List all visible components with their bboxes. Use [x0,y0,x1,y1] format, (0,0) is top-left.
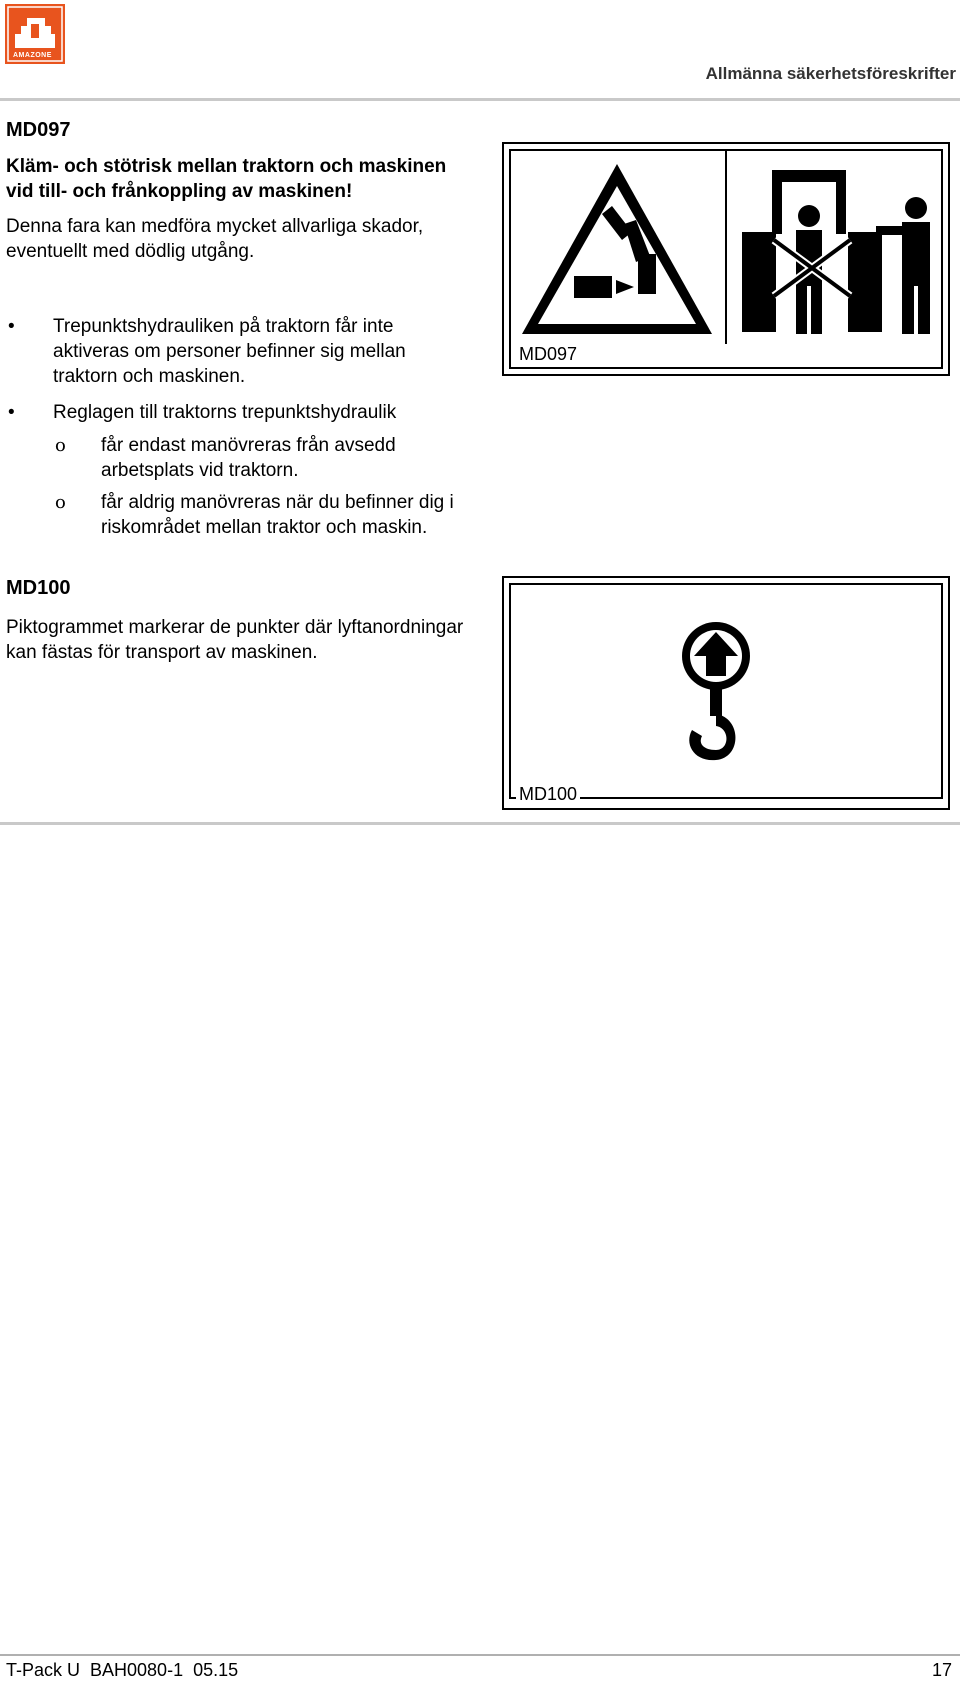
page-number: 17 [931,1660,952,1680]
md097-code: MD097 [6,119,71,141]
md100-sign-label: MD100 [516,784,580,805]
md097-text-block [6,118,466,264]
sub-bullet-text: får endast manövreras från avsedd arbetsplats vid traktorn. [101,435,396,481]
md097-sub-bullet-1 [6,433,466,483]
bullet-dot-icon: • [8,402,15,423]
md097-bullet-2 [6,400,466,425]
md097-sub-bullet-2 [6,490,466,540]
sub-bullet-circle-icon: ο [55,435,66,456]
amazone-logo [5,4,65,64]
bullet-text: Reglagen till traktorns trepunktshydraulik [53,402,397,423]
section-title: Allmänna säkerhetsföreskrifter [705,64,956,83]
md100-safety-sign [502,576,950,810]
footer-doc-id: T-Pack U BAH0080-1 05.15 [6,1660,239,1680]
sub-bullet-circle-icon: ο [55,492,66,513]
md097-safety-sign [502,142,950,376]
bullet-dot-icon: • [8,316,15,337]
sub-bullet-text: får aldrig manövreras när du befinner dig i riskområdet mellan traktor och maskin. [101,492,454,538]
md100-description: Piktogrammet markerar de punkter där lyftanordningar kan fästas för transport av maskinen. [6,617,464,663]
md097-consequence: Denna fara kan medföra mycket allvarliga skador, eventuellt med dödlig utgång. [6,216,424,262]
section-divider [0,822,960,825]
bullet-text: Trepunktshydrauliken på traktorn får inte aktiveras om personer befinner sig mellan traktorn och maskinen. [53,316,406,387]
header-divider [0,98,960,101]
md097-sign-label: MD097 [516,344,580,365]
logo-text: AMAZONE [13,52,52,59]
md100-text-block [6,576,466,665]
md097-warning: Kläm- och stötrisk mellan traktorn och maskinen vid till- och frånkoppling av maskinen! [6,156,447,202]
footer-divider [0,1654,960,1656]
md097-bullet-1 [6,314,466,389]
md100-code: MD100 [6,577,71,599]
